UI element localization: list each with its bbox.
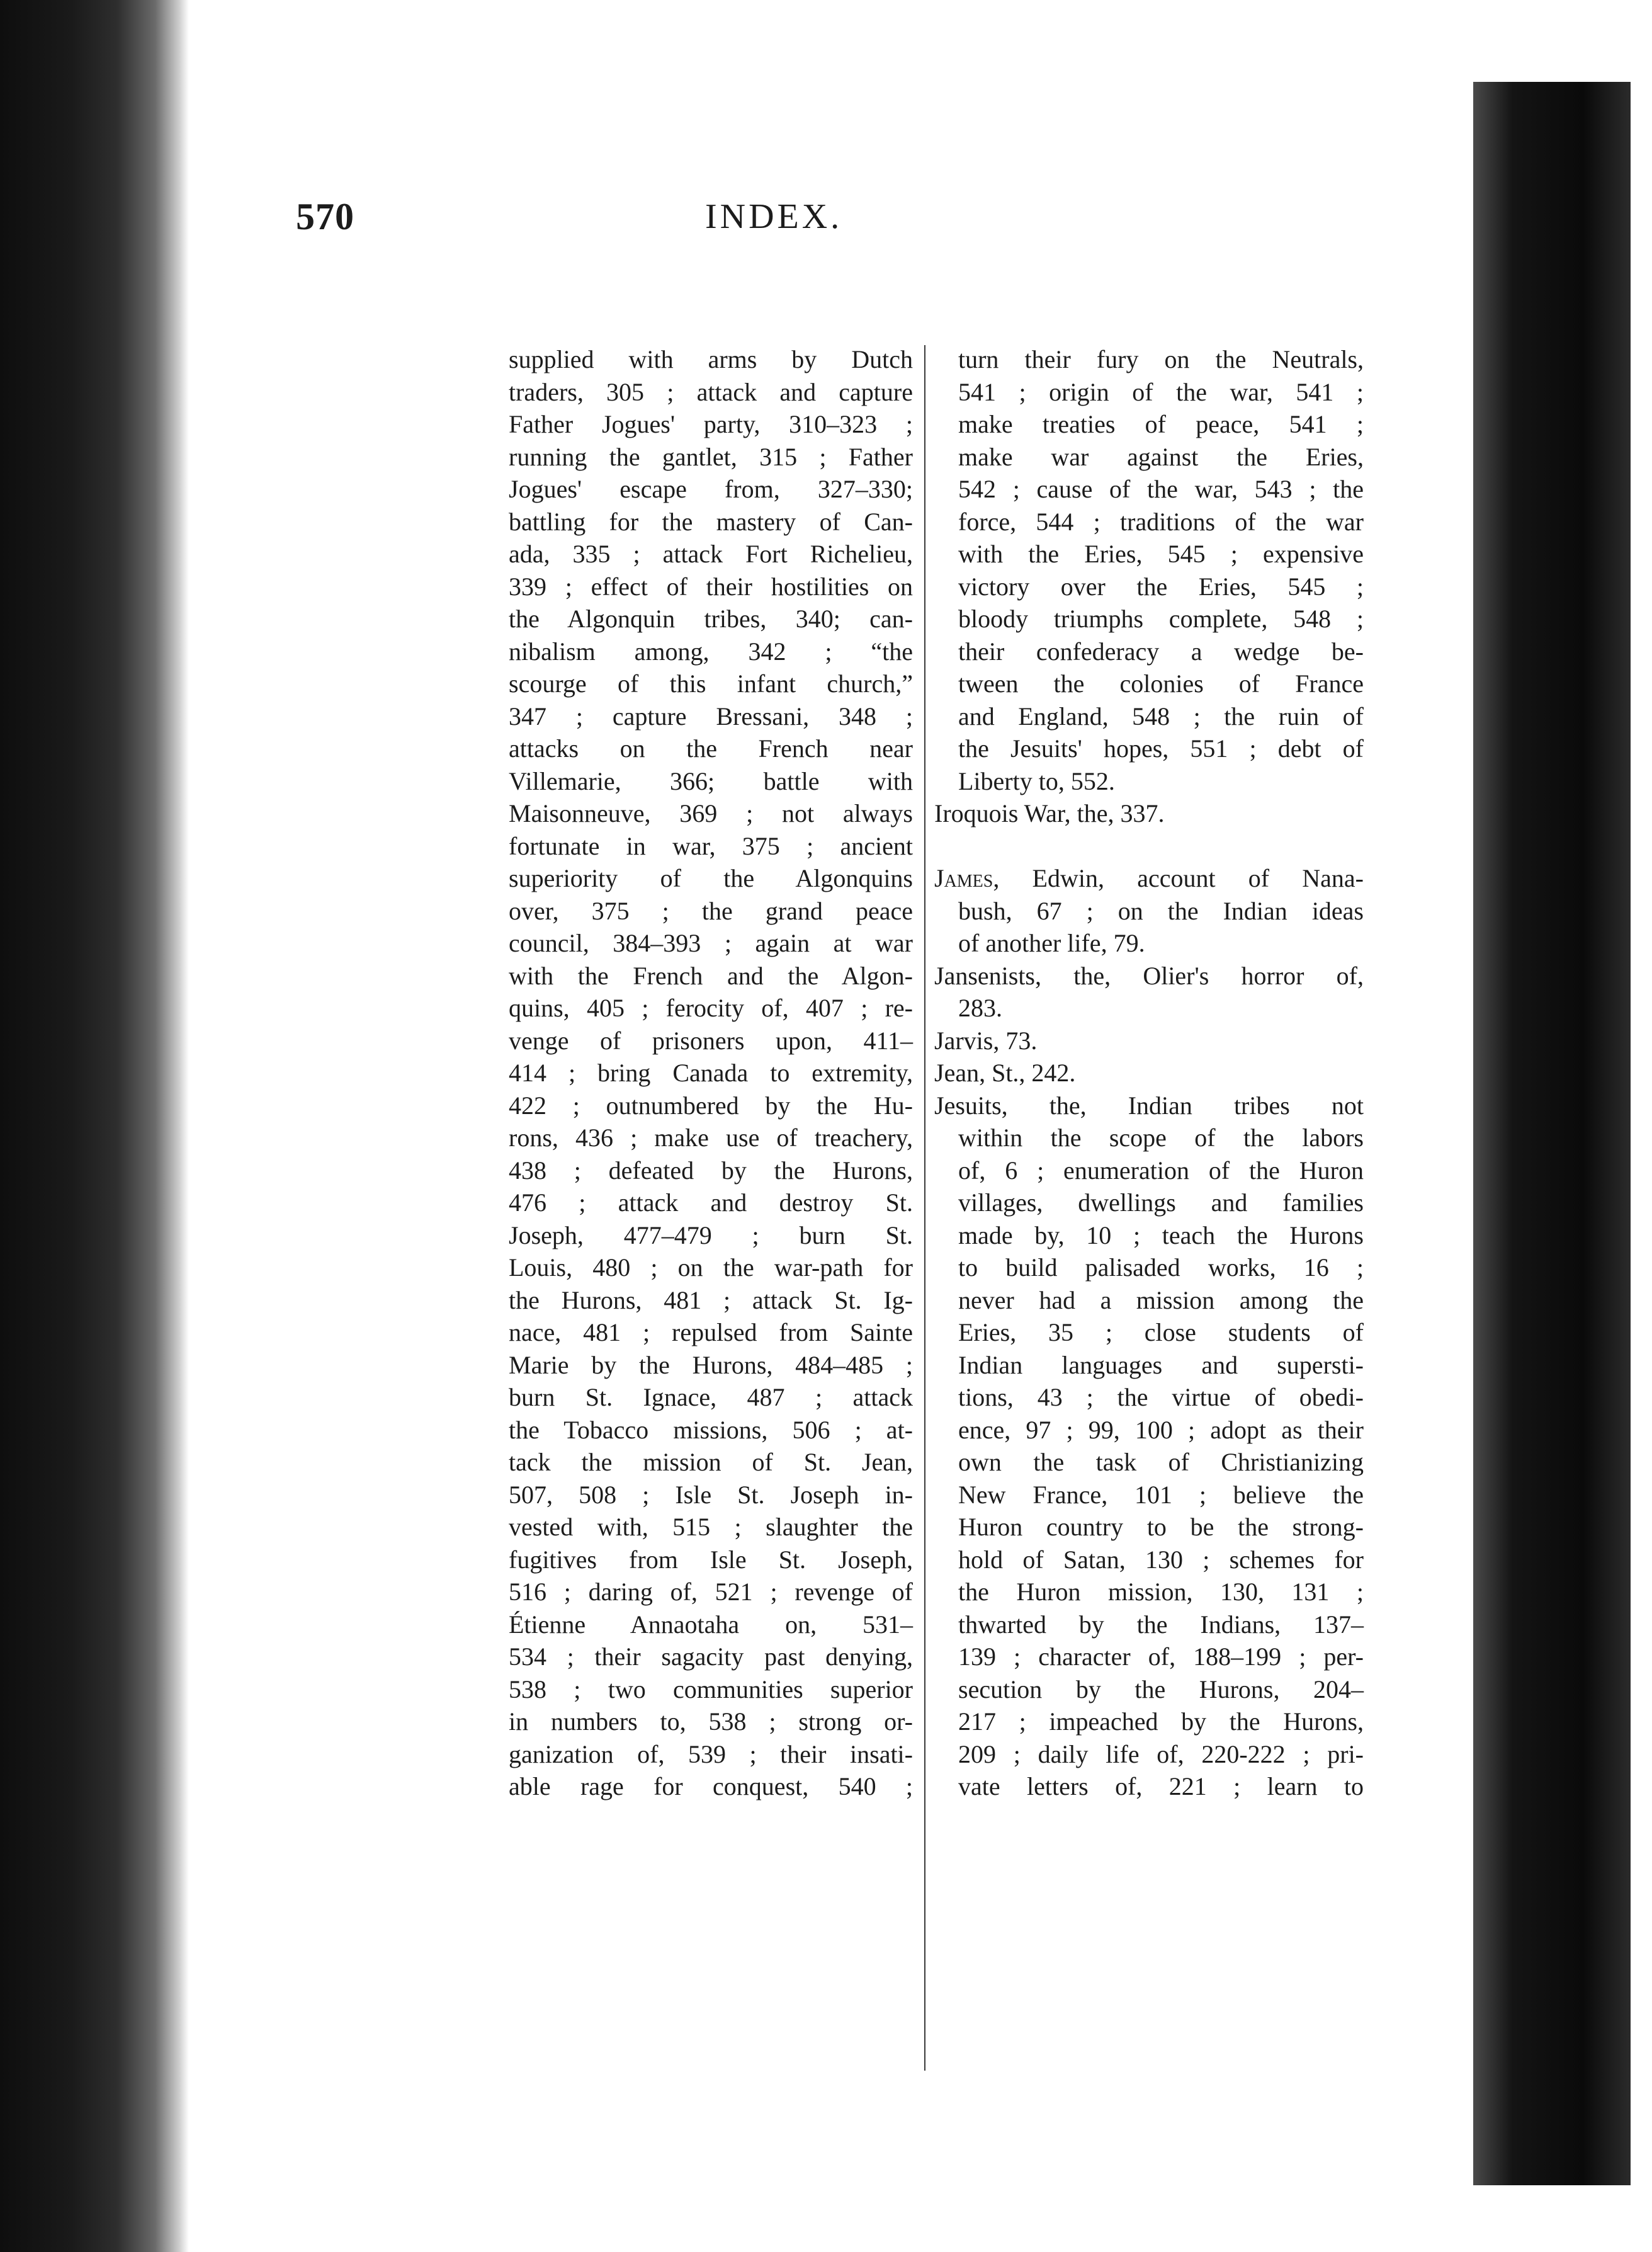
index-line: attacks on the French near	[509, 734, 913, 763]
index-column-left	[509, 343, 913, 1803]
index-line: make treaties of peace, 541 ;	[958, 410, 1364, 438]
index-line: burn St. Ignace, 487 ; attack	[509, 1383, 913, 1411]
index-line: fugitives from Isle St. Joseph,	[509, 1545, 913, 1574]
index-line: villages, dwellings and families	[958, 1188, 1364, 1217]
index-line: battling for the mastery of Can-	[509, 507, 913, 536]
index-line: of, 6 ; enumeration of the Huron	[958, 1156, 1364, 1185]
index-line: never had a mission among the	[958, 1285, 1364, 1314]
entry-jean: Jean, St., 242.	[934, 1059, 1076, 1087]
index-line: and England, 548 ; the ruin of	[958, 702, 1364, 731]
index-line: Huron country to be the strong-	[958, 1513, 1364, 1541]
index-line: the Hurons, 481 ; attack St. Ig-	[509, 1285, 913, 1314]
index-line: Indian languages and supersti-	[958, 1350, 1364, 1379]
entry-gap	[934, 830, 1364, 863]
index-line: bloody triumphs complete, 548 ;	[958, 605, 1364, 633]
entry-line: Jansenists, the, Olier's horror of,	[934, 961, 1364, 990]
index-line: Joseph, 477–479 ; burn St.	[509, 1220, 913, 1249]
index-line: quins, 405 ; ferocity of, 407 ; re-	[509, 994, 913, 1022]
index-line: hold of Satan, 130 ; schemes for	[958, 1545, 1364, 1574]
column-rule	[924, 345, 925, 2071]
index-line: 339 ; effect of their hostilities on	[509, 572, 913, 601]
index-line: 541 ; origin of the war, 541 ;	[958, 377, 1364, 406]
index-line: 438 ; defeated by the Hurons,	[509, 1156, 913, 1185]
index-line: Jogues' escape from, 327–330;	[509, 475, 913, 503]
index-line: Liberty to, 552.	[958, 766, 1115, 795]
entry-james	[934, 862, 1364, 960]
index-line: Eries, 35 ; close students of	[958, 1318, 1364, 1346]
index-line: Maisonneuve, 369 ; not always	[509, 799, 913, 827]
index-line: 347 ; capture Bressani, 348 ;	[509, 702, 913, 731]
entry-jesuits	[934, 1089, 1364, 1803]
index-line: 209 ; daily life of, 220-222 ; pri-	[958, 1739, 1364, 1768]
index-line: the Huron mission, 130, 131 ;	[958, 1578, 1364, 1606]
index-line: tween the colonies of France	[958, 669, 1364, 698]
index-line: traders, 305 ; attack and capture	[509, 377, 913, 406]
index-line: make war against the Eries,	[958, 442, 1364, 471]
index-line: 422 ; outnumbered by the Hu-	[509, 1091, 913, 1120]
entry-line: bush, 67 ; on the Indian ideas	[958, 896, 1364, 925]
index-line: 414 ; bring Canada to extremity,	[509, 1059, 913, 1087]
page-number: 570	[296, 196, 354, 237]
index-line: turn their fury on the Neutrals,	[958, 345, 1364, 373]
index-line: 542 ; cause of the war, 543 ; the	[958, 475, 1364, 503]
index-line: Jesuits, the, Indian tribes not	[934, 1091, 1364, 1120]
entry-text: , Edwin, account of Nana-	[993, 864, 1364, 892]
entry-line	[934, 862, 1364, 895]
index-column-right	[934, 343, 1364, 1803]
index-line: secution by the Hurons, 204–	[958, 1675, 1364, 1703]
index-line: tack the mission of St. Jean,	[509, 1448, 913, 1476]
index-line: the Jesuits' hopes, 551 ; debt of	[958, 734, 1364, 763]
index-line: within the scope of the labors	[958, 1123, 1364, 1152]
index-line: nibalism among, 342 ; “the	[509, 637, 913, 666]
index-line: ganization of, 539 ; their insati-	[509, 1739, 913, 1768]
entry-line: 283.	[958, 994, 1002, 1022]
index-line: Marie by the Hurons, 484–485 ;	[509, 1350, 913, 1379]
index-line: vested with, 515 ; slaughter the	[509, 1513, 913, 1541]
index-line: Villemarie, 366; battle with	[509, 766, 913, 795]
index-line: made by, 10 ; teach the Hurons	[958, 1220, 1364, 1249]
index-line: victory over the Eries, 545 ;	[958, 572, 1364, 601]
index-line: in numbers to, 538 ; strong or-	[509, 1707, 913, 1736]
index-line: the Tobacco missions, 506 ; at-	[509, 1415, 913, 1444]
scan-left-edge	[0, 0, 189, 2252]
index-line: their confederacy a wedge be-	[958, 637, 1364, 666]
index-line: Étienne Annaotaha on, 531–	[509, 1610, 913, 1639]
index-line: venge of prisoners upon, 411–	[509, 1026, 913, 1055]
index-line: scourge of this infant church,”	[509, 669, 913, 698]
index-line: New France, 101 ; believe the	[958, 1480, 1364, 1509]
index-line: nace, 481 ; repulsed from Sainte	[509, 1318, 913, 1346]
index-line: council, 384–393 ; again at war	[509, 929, 913, 957]
index-line: tions, 43 ; the virtue of obedi-	[958, 1383, 1364, 1411]
index-line: 516 ; daring of, 521 ; revenge of	[509, 1578, 913, 1606]
index-line: rons, 436 ; make use of treachery,	[509, 1123, 913, 1152]
index-line: 217 ; impeached by the Hurons,	[958, 1707, 1364, 1736]
index-line: to build palisaded works, 16 ;	[958, 1253, 1364, 1282]
page-header	[296, 195, 1398, 290]
index-line: over, 375 ; the grand peace	[509, 896, 913, 925]
index-line: with the Eries, 545 ; expensive	[958, 540, 1364, 568]
index-line: ence, 97 ; 99, 100 ; adopt as their	[958, 1415, 1364, 1444]
entry-jansenists	[934, 960, 1364, 1025]
entry-headword: James	[934, 864, 993, 892]
entry-line: of another life, 79.	[958, 929, 1145, 957]
index-line: superiority of the Algonquins	[509, 864, 913, 892]
index-line: 139 ; character of, 188–199 ; per-	[958, 1642, 1364, 1671]
index-line: fortunate in war, 375 ; ancient	[509, 831, 913, 860]
index-line: force, 544 ; traditions of the war	[958, 507, 1364, 536]
index-line: Father Jogues' party, 310–323 ;	[509, 410, 913, 438]
index-line: running the gantlet, 315 ; Father	[509, 442, 913, 471]
index-line: the Algonquin tribes, 340; can-	[509, 605, 913, 633]
index-line: able rage for conquest, 540 ;	[509, 1772, 913, 1800]
index-line: own the task of Christianizing	[958, 1448, 1364, 1476]
index-line: Louis, 480 ; on the war-path for	[509, 1253, 913, 1282]
running-title: INDEX.	[705, 197, 843, 236]
index-line: 476 ; attack and destroy St.	[509, 1188, 913, 1217]
entry-iroquois-war: Iroquois War, the, 337.	[934, 799, 1165, 827]
index-line: ada, 335 ; attack Fort Richelieu,	[509, 540, 913, 568]
entry-iroquois-continuation	[934, 343, 1364, 797]
facing-page-edge	[1473, 82, 1631, 2185]
index-line: 538 ; two communities superior	[509, 1675, 913, 1703]
index-line: vate letters of, 221 ; learn to	[958, 1772, 1364, 1800]
index-line: 534 ; their sagacity past denying,	[509, 1642, 913, 1671]
entry-jarvis: Jarvis, 73.	[934, 1026, 1038, 1055]
index-line: thwarted by the Indians, 137–	[958, 1610, 1364, 1639]
index-line: 507, 508 ; Isle St. Joseph in-	[509, 1480, 913, 1509]
index-line: supplied with arms by Dutch	[509, 345, 913, 373]
index-line: with the French and the Algon-	[509, 961, 913, 990]
